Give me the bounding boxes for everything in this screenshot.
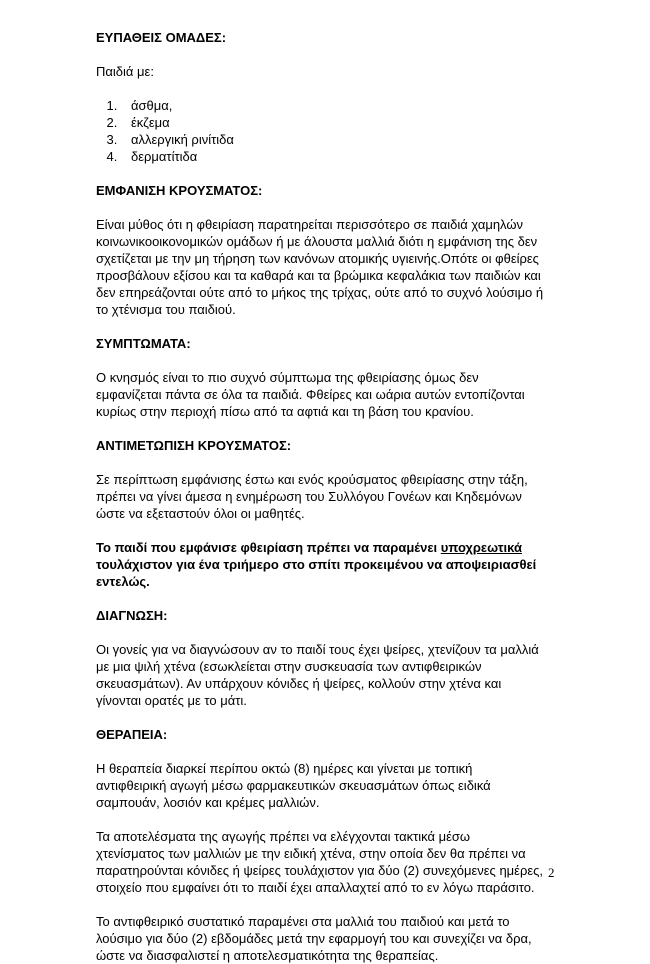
heading-vulnerable-groups: ΕΥΠΑΘΕΙΣ ΟΜΑΔΕΣ: xyxy=(96,30,227,45)
list-item: 1. άσθμα, xyxy=(121,97,576,114)
text-line: με μια ψιλή χτένα (εσωκλείεται στην συσκευασία των αντιφθειρικών xyxy=(96,659,482,674)
appearance-paragraph xyxy=(96,216,576,318)
text-line: Ο κνησμός είναι το πιο συχνό σύμπτωμα της φθειρίασης όμως δεν xyxy=(96,370,479,385)
heading-diagnosis: ΔΙΑΓΝΩΣΗ: xyxy=(96,608,168,623)
text-line: Σε περίπτωση εμφάνισης έστω και ενός κρούσματος φθειρίασης στην τάξη, xyxy=(96,472,528,487)
notice-underlined-word: υποχρεωτικά xyxy=(440,540,522,555)
text-line: ώστε να εξεταστούν όλοι οι μαθητές. xyxy=(96,506,305,521)
heading-case-handling: ΑΝΤΙΜΕΤΩΠΙΣΗ ΚΡΟΥΣΜΑΤΟΣ: xyxy=(96,438,292,453)
text-line: Οι γονείς για να διαγνώσουν αν το παιδί τους έχει ψείρες, χτενίζουν τα μαλλιά xyxy=(96,642,539,657)
heading-appearance: ΕΜΦΑΝΙΣΗ ΚΡΟΥΣΜΑΤΟΣ: xyxy=(96,183,263,198)
text-line: πρέπει να γίνει άμεσα η ενημέρωση του Συλλόγου Γονέων και Κηδεμόνων xyxy=(96,489,522,504)
therapy-paragraph-1 xyxy=(96,760,576,811)
text-line: Είναι μύθος ότι η φθειρίαση παρατηρείται περισσότερο σε παιδιά χαμηλών xyxy=(96,217,524,232)
list-item: 4. δερματίτιδα xyxy=(121,148,576,165)
vulnerable-intro: Παιδιά με: xyxy=(96,64,154,79)
text-line: Το αντιφθειρικό συστατικό παραμένει στα μαλλιά του παιδιού και μετά το xyxy=(96,914,510,929)
case-handling-paragraph xyxy=(96,471,576,522)
text-line: δεν επηρεάζονται ούτε από το μήκος της τρίχας, ούτε από το συχνό λούσιμο ή xyxy=(96,285,544,300)
text-line: Τα αποτελέσματα της αγωγής πρέπει να ελέγχονται τακτικά μέσω xyxy=(96,829,471,844)
list-item: 2. έκζεμα xyxy=(121,114,576,131)
text-line: στοιχείο που εμφαίνει ότι το παιδί έχει απαλλαχτεί από το εν λόγω παράσιτο. xyxy=(96,880,535,895)
page-number: 2 xyxy=(548,865,555,880)
text-line: σχετίζεται με την μη τήρηση των κανόνων ατομικής υγιεινής.Οπότε οι φθείρες xyxy=(96,251,539,266)
text-line: σαμπουάν, λοσιόν και κρέμες μαλλιών. xyxy=(96,795,320,810)
text-line: προσβάλουν εξίσου και τα καθαρά και τα βρώμικα κεφαλάκια των παιδιών και xyxy=(96,268,541,283)
heading-therapy: ΘΕΡΑΠΕΙΑ: xyxy=(96,727,168,742)
text-line: Η θεραπεία διαρκεί περίπου οκτώ (8) ημέρες και γίνεται με τοπική xyxy=(96,761,473,776)
notice-text: Το παιδί που εμφάνισε φθειρίαση πρέπει να παραμένει xyxy=(96,540,441,555)
symptoms-paragraph xyxy=(96,369,576,420)
text-line: σκευασμάτων). Αν υπάρχουν κόνιδες ή ψείρες, κολλούν στην χτένα και xyxy=(96,676,502,691)
text-line: το χτένισμα του παιδιού. xyxy=(96,302,236,317)
heading-symptoms: ΣΥΜΠΤΩΜΑΤΑ: xyxy=(96,336,191,351)
text-line: αντιφθειρική αγωγή μέσω φαρμακευτικών σκευασμάτων όπως ειδικά xyxy=(96,778,491,793)
text-line: χτενίσματος των μαλλιών με την ειδική χτένα, στην οποία δεν θα πρέπει να xyxy=(96,846,526,861)
text-line: παρατηρούνται κόνιδες ή ψείρες τουλάχιστον για δύο (2) συνεχόμενες ημέρες, xyxy=(96,863,544,878)
notice-text: εντελώς. xyxy=(96,574,150,589)
therapy-paragraph-3 xyxy=(96,913,576,964)
text-line: κοινωνικοοικονομικών ομάδων ή με άλουστα μαλλιά διότι η εμφάνιση της δεν xyxy=(96,234,538,249)
therapy-paragraph-2 xyxy=(96,828,576,896)
text-line: κυρίως στην περιοχή πίσω από τα αφτιά και τη βάση του κρανίου. xyxy=(96,404,474,419)
list-item: 3. αλλεργική ρινίτιδα xyxy=(121,131,576,148)
vulnerable-list xyxy=(96,97,576,165)
text-line: λούσιμο για δύο (2) εβδομάδες μετά την εφαρμογή του και συνεχίζει να δρα, xyxy=(96,931,532,946)
notice-text: τουλάχιστον για ένα τριήμερο στο σπίτι προκειμένου να αποψειριασθεί xyxy=(96,557,537,572)
text-line: εμφανίζεται πάντα σε όλα τα παιδιά. Φθείρες και ωάρια αυτών εντοπίζονται xyxy=(96,387,525,402)
document-page xyxy=(96,29,576,964)
diagnosis-paragraph xyxy=(96,641,576,709)
text-line: γίνονται ορατές με το μάτι. xyxy=(96,693,247,708)
exclusion-notice xyxy=(96,539,576,590)
text-line: ώστε να διασφαλιστεί η αποτελεσματικότητα της θεραπείας. xyxy=(96,948,439,963)
